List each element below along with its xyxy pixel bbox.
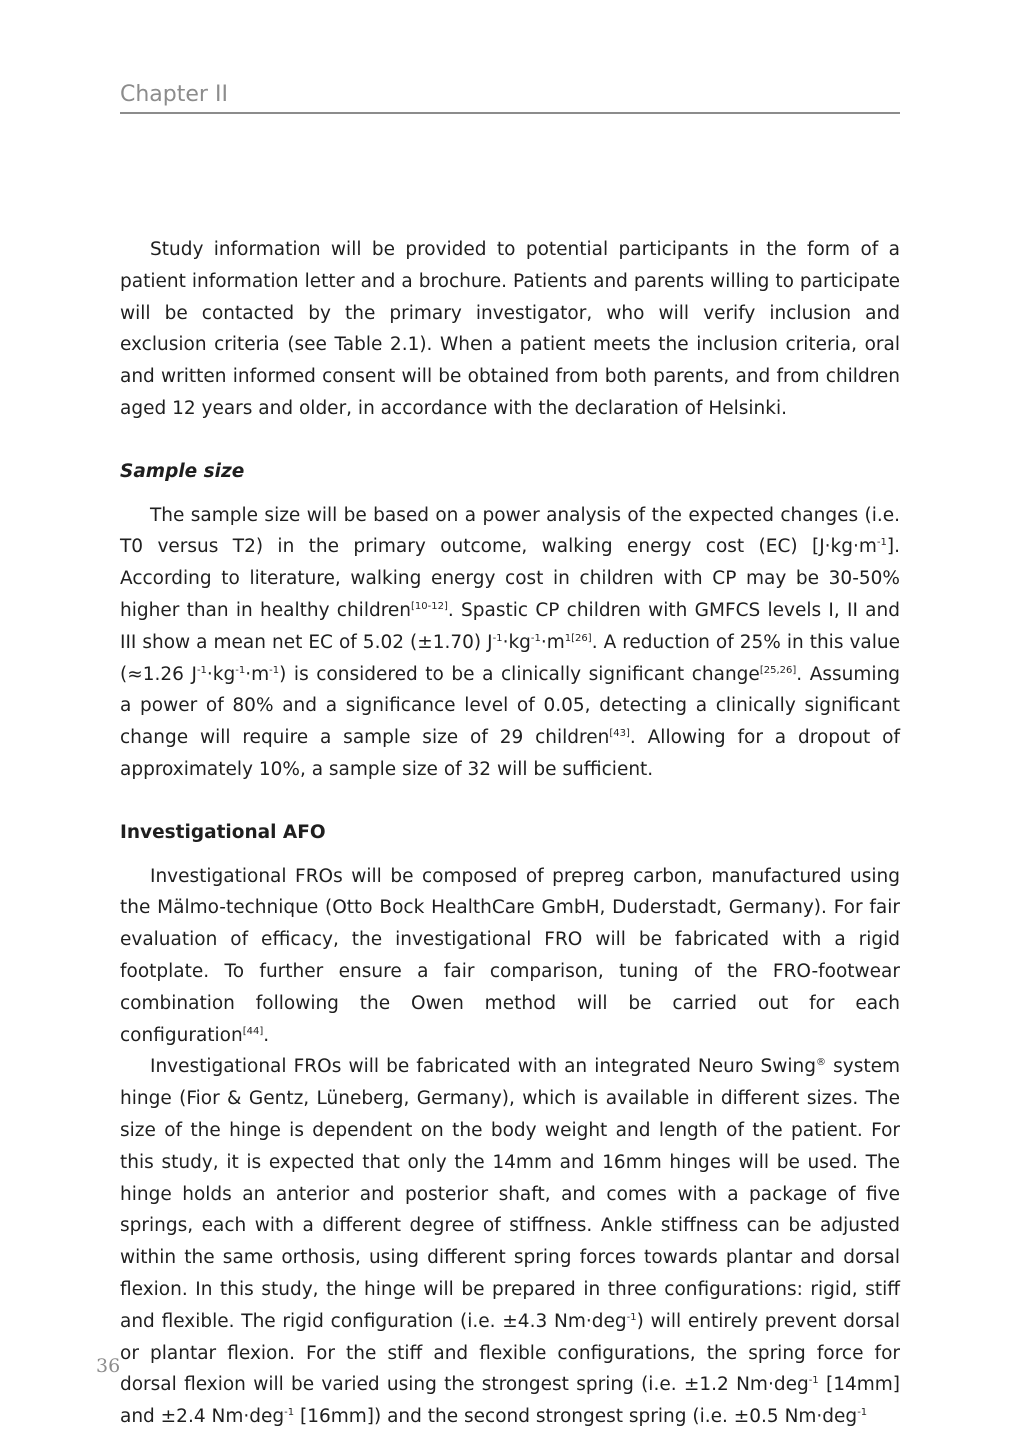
chapter-title: Chapter II xyxy=(120,82,228,107)
registered-mark: ® xyxy=(816,1057,826,1069)
superscript: -1 xyxy=(284,1407,295,1419)
text-run: . xyxy=(263,1024,270,1046)
superscript: -1 xyxy=(626,1311,637,1323)
superscript: -1 xyxy=(196,664,207,676)
text-run: ]. According to literature, walking energy cost in children with CP may be 30-50% higher than in healthy children xyxy=(120,536,900,621)
citation-ref: [10-12] xyxy=(411,600,448,612)
text-run: [14mm] and ±2.4 Nm·deg xyxy=(120,1374,900,1428)
running-header xyxy=(120,80,900,114)
text-run: ) is considered to be a clinically significant change xyxy=(279,663,760,685)
text-run: Investigational FROs will be fabricated with an integrated Neuro Swing xyxy=(150,1056,816,1078)
text-run: ) will entirely prevent dorsal or plantar flexion. For the stiff and flexible configurations, the spring force for dorsal flexion will be varied using the strongest spring (i.e. ±1.2 Nm·deg xyxy=(120,1310,900,1396)
investigational-afo-heading: Investigational AFO xyxy=(120,821,326,843)
text-run: system hinge (Fior & Gentz, Lüneberg, Germany), which is available in different sizes. The size of the hinge is dependent on the body weight and length of the patient. For this study, it is expected that only the 14mm and 16mm hinges will be used. The hinge holds an anterior and posterior shaft, and comes with a package of five springs, each with a different degree of stiffness. Ankle stiffness can be adjusted within the same orthosis, using different spring forces towards plantar and dorsal flexion. In this study, the hinge will be prepared in three configurations: rigid, stiff and flexible. The rigid configuration (i.e. ±4.3 Nm·deg xyxy=(120,1056,900,1332)
text-run: . Spastic CP children with GMFCS levels I, II and III show a mean net EC of 5.02 (±1.70) J xyxy=(120,599,900,653)
superscript: -1 xyxy=(492,632,503,644)
superscript: -1 xyxy=(235,664,246,676)
text-run: The sample size will be based on a power analysis of the expected changes (i.e. T0 versus T2) in the primary outcome, walking energy cost (EC) [J·kg·m xyxy=(120,504,900,558)
sample-size-paragraph xyxy=(120,500,900,786)
afo-paragraph-1 xyxy=(120,861,900,1052)
page-number: 36 xyxy=(96,1355,121,1377)
superscript: -1 xyxy=(876,537,887,549)
citation-ref: [25,26] xyxy=(759,664,797,676)
page-body xyxy=(120,234,900,1433)
citation-ref: 1[26] xyxy=(564,632,592,644)
afo-paragraph-2 xyxy=(120,1051,900,1433)
sample-size-heading: Sample size xyxy=(120,460,245,482)
superscript: -1 xyxy=(269,664,280,676)
superscript: -1 xyxy=(808,1375,819,1387)
text-run: . A reduction of 25% in this value (≈1.26 J xyxy=(120,631,900,685)
superscript: -1 xyxy=(530,632,541,644)
text-run: Investigational FROs will be composed of prepreg carbon, manufactured using the Mälmo-technique (Otto Bock HealthCare GmbH, Duderstadt, Germany). For fair evaluation of efficacy, the investigational FRO will be fabricated with a rigid footplate. To further ensure a fair comparison, tuning of the FRO-footwear combination following the Owen method will be carried out for each configuration xyxy=(120,865,900,1046)
text-run: ·kg xyxy=(206,663,236,685)
text-run: ·m xyxy=(245,663,270,685)
citation-ref: [44] xyxy=(242,1025,264,1037)
intro-paragraph: Study information will be provided to potential participants in the form of a patient information letter and a brochure. Patients and parents willing to participate will be contacted by the primary investigator, who will verify inclusion and exclusion criteria (see Table 2.1). When a patient meets the inclusion criteria, oral and written informed consent will be obtained from both parents, and from children aged 12 years and older, in accordance with the declaration of Helsinki. xyxy=(120,239,900,419)
text-run: . Assuming a power of 80% and a significance level of 0.05, detecting a clinically significant change will require a sample size of 29 children xyxy=(120,663,900,749)
superscript: -1 xyxy=(857,1407,868,1419)
text-run: [16mm]) and the second strongest spring (i.e. ±0.5 Nm·deg xyxy=(294,1406,858,1428)
text-run: ·m xyxy=(540,631,565,653)
citation-ref: [43] xyxy=(609,728,630,740)
text-run: ·kg xyxy=(502,631,531,653)
text-run: . Allowing for a dropout of approximately 10%, a sample size of 32 will be sufficient. xyxy=(120,727,900,780)
